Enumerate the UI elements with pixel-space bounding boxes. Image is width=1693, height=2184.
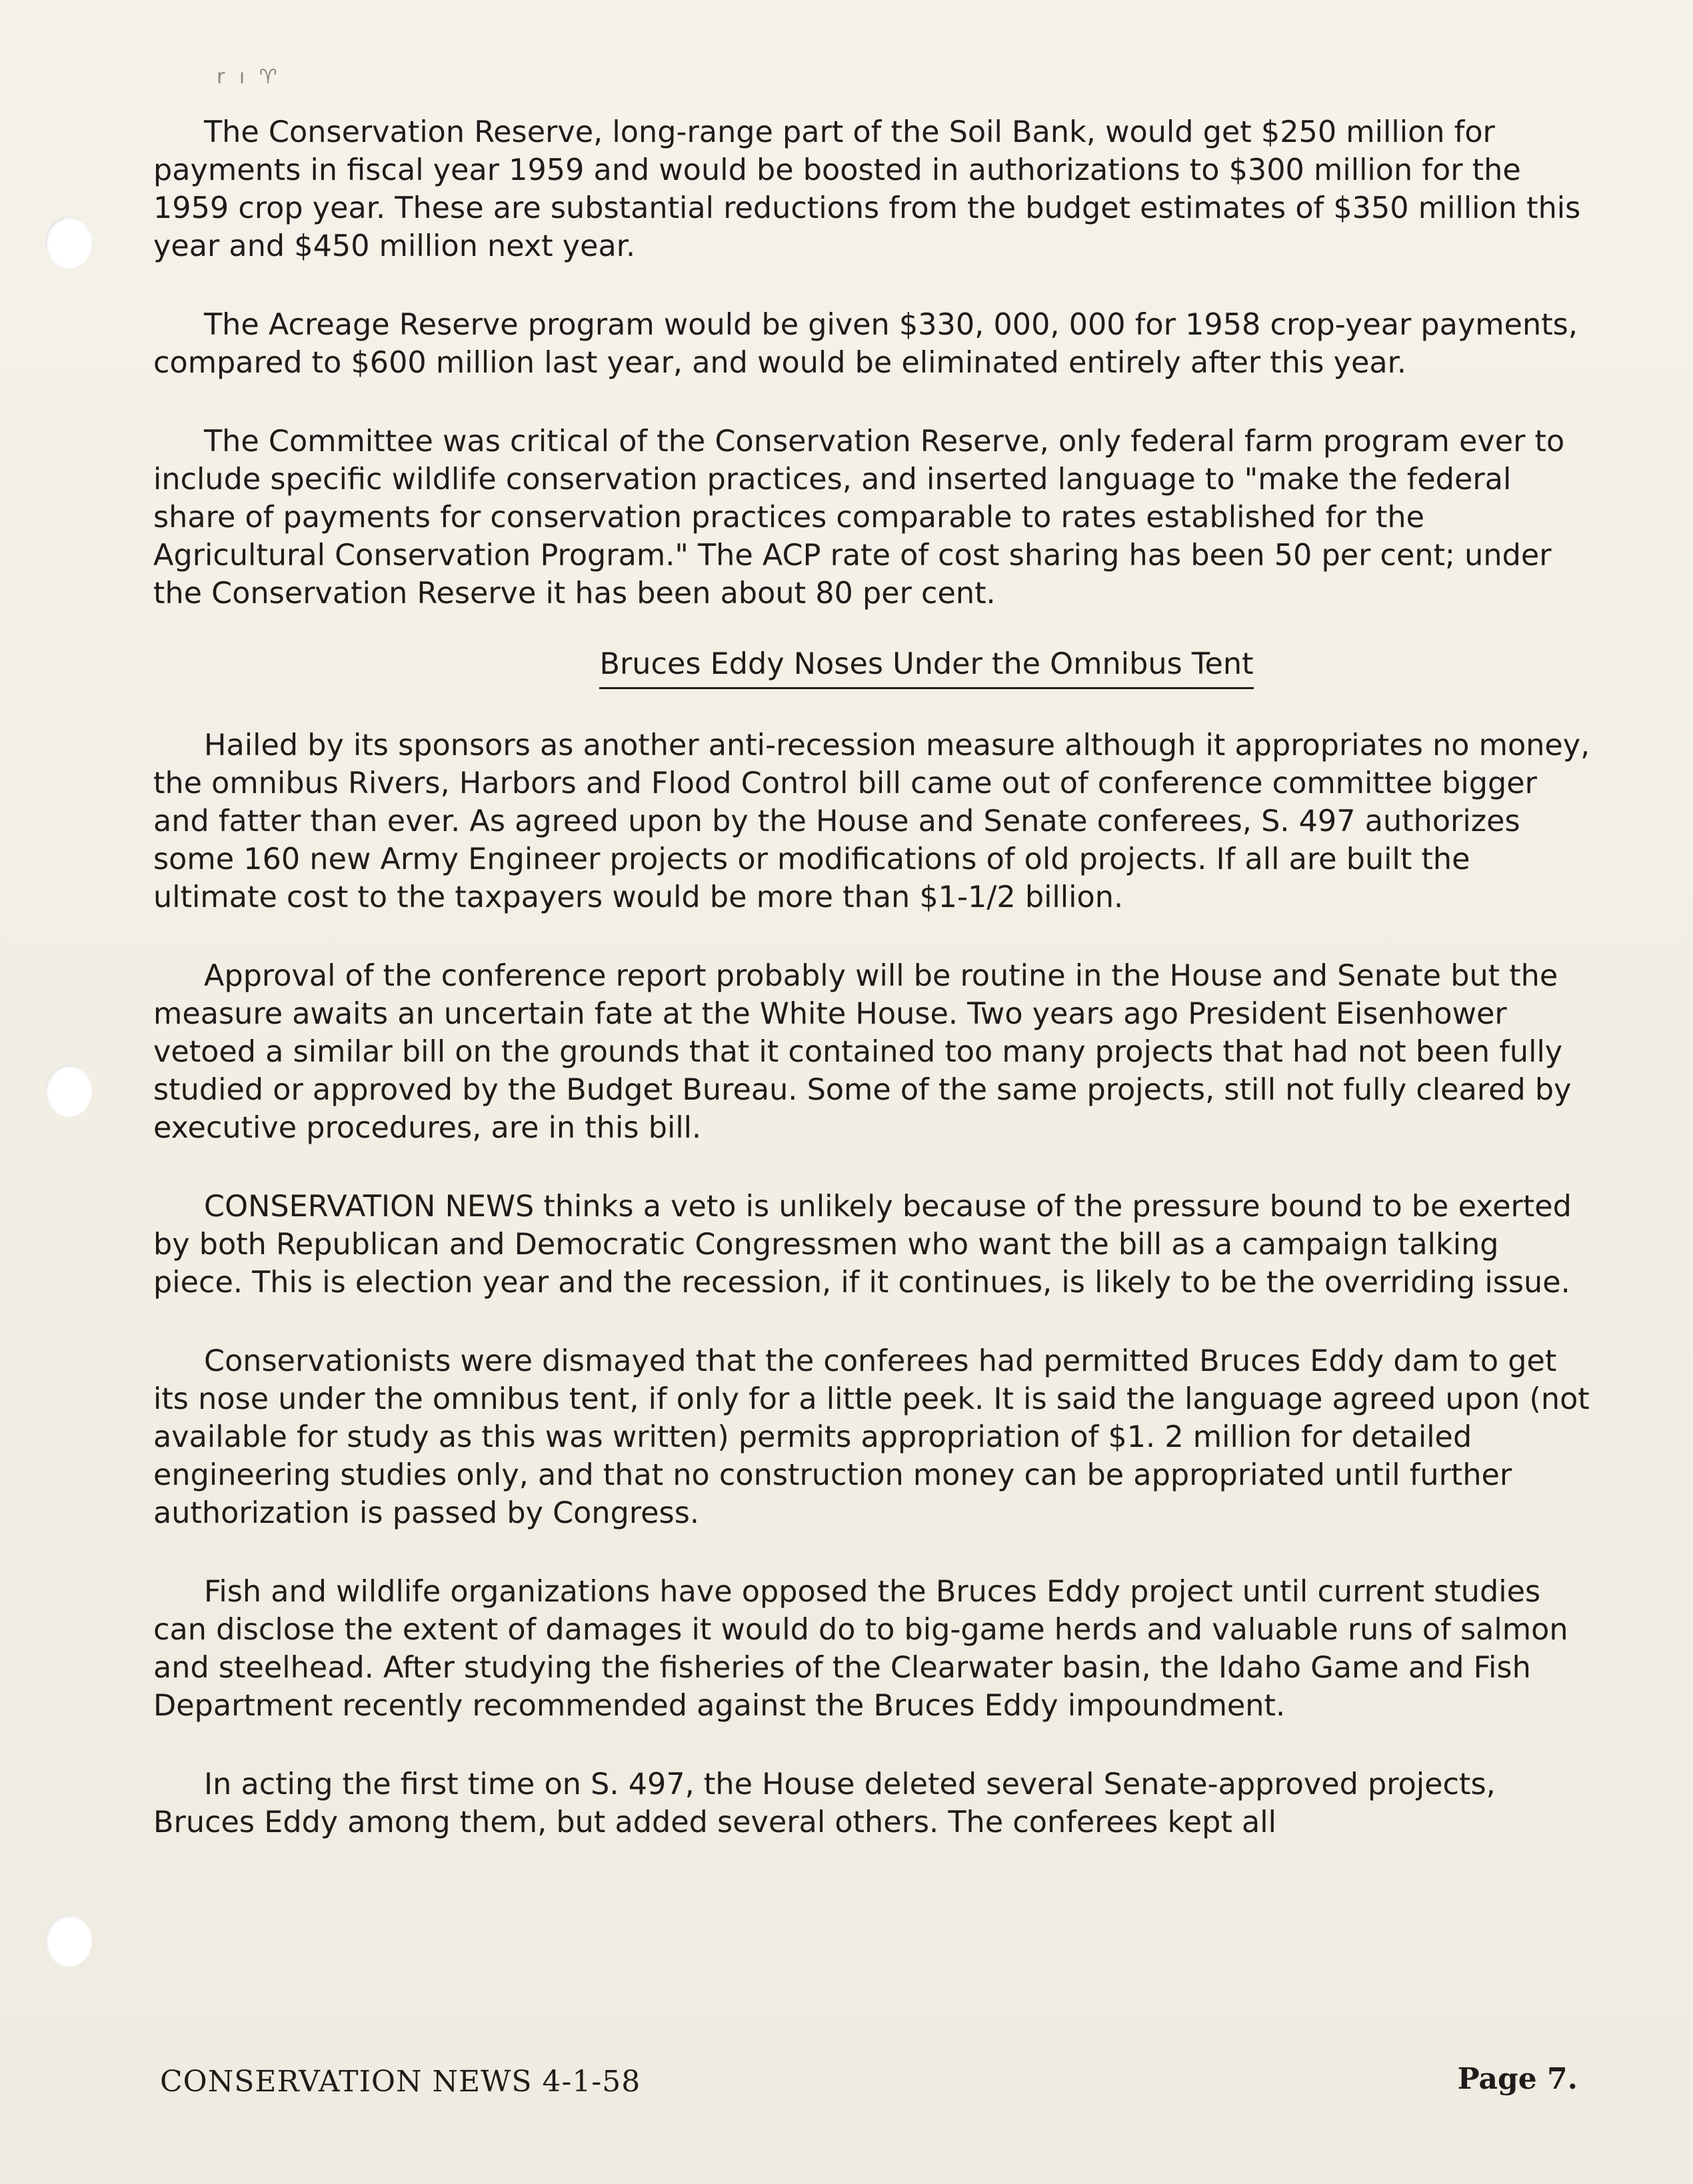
paragraph-committee-critical: The Committee was critical of the Conservation Reserve, only federal farm program ever to include specific wildlife conservation practices, and inserted language to "make the federal share of payments for conservation practices comparable to rates established for the Agricultural Conservation Program." The ACP rate of cost sharing has been 50 per cent; under the Conservation Reserve it has been about 80 per cent.	[153, 425, 1565, 610]
paragraph-fish-wildlife: Fish and wildlife organizations have opposed the Bruces Eddy project until current studies can disclose the extent of damages it would do to big-game herds and valuable runs of salmon and steelhead. After studying the fisheries of the Clearwater basin, the Idaho Game and Fish Department recently recommended against the Bruces Eddy impoundment.	[153, 1575, 1568, 1723]
stray-mark: r ı ♈	[217, 65, 281, 89]
paragraph-acreage-reserve: The Acreage Reserve program would be given $330, 000, 000 for 1958 crop-year payments, compared to $600 million last year, and would be eliminated entirely after this year.	[153, 308, 1578, 380]
article-body	[153, 113, 1593, 1882]
section-heading	[153, 645, 1593, 689]
punch-hole-bottom	[45, 1915, 92, 1967]
paragraph-conservationists-dismayed: Conservationists were dismayed that the conferees had permitted Bruces Eddy dam to get its nose under the omnibus tent, if only for a little peek. It is said the language agreed upon (not available for study as this was written) permits appropriation of $1. 2 million for detailed engineering studies only, and that no construction money can be appropriated until further authorization is passed by Congress.	[153, 1344, 1590, 1530]
paragraph-conference-report: Approval of the conference report probably will be routine in the House and Senate but the measure awaits an uncertain fate at the White House. Two years ago President Eisenhower vetoed a similar bill on the grounds that it contained too many projects that had not been fully studied or approved by the Budget Bureau. Some of the same projects, still not fully cleared by executive procedures, are in this bill.	[153, 959, 1572, 1145]
paragraph-veto-unlikely: CONSERVATION NEWS thinks a veto is unlikely because of the pressure bound to be exerted by both Republican and Democratic Congressmen who want the bill as a campaign talking piece. This is election year and the recession, if it continues, is likely to be the overriding issue.	[153, 1190, 1572, 1300]
section-heading-text: Bruces Eddy Noses Under the Omnibus Tent	[599, 645, 1253, 689]
paragraph-omnibus-bill: Hailed by its sponsors as another anti-recession measure although it appropriates no money, the omnibus Rivers, Harbors and Flood Control bill came out of conference committee bigger and fatter than ever. As agreed upon by the House and Senate conferees, S. 497 authorizes some 160 new Army Engineer projects or modifications of old projects. If all are built the ultimate cost to the taxpayers would be more than $1-1/2 billion.	[153, 728, 1590, 914]
footer-page-number: Page 7.	[1457, 2062, 1578, 2096]
footer-publication: CONSERVATION NEWS 4-1-58	[160, 2065, 641, 2099]
punch-hole-top	[45, 217, 92, 269]
punch-hole-middle	[45, 1065, 92, 1117]
paragraph-conservation-reserve: The Conservation Reserve, long-range part of the Soil Bank, would get $250 million for payments in fiscal year 1959 and would be boosted in authorizations to $300 million for the 1959 crop year. These are substantial reductions from the budget estimates of $350 million this year and $450 million next year.	[153, 115, 1581, 263]
paragraph-house-acting: In acting the first time on S. 497, the House deleted several Senate-approved projects, Bruces Eddy among them, but added several others. The conferees kept all	[153, 1767, 1496, 1839]
